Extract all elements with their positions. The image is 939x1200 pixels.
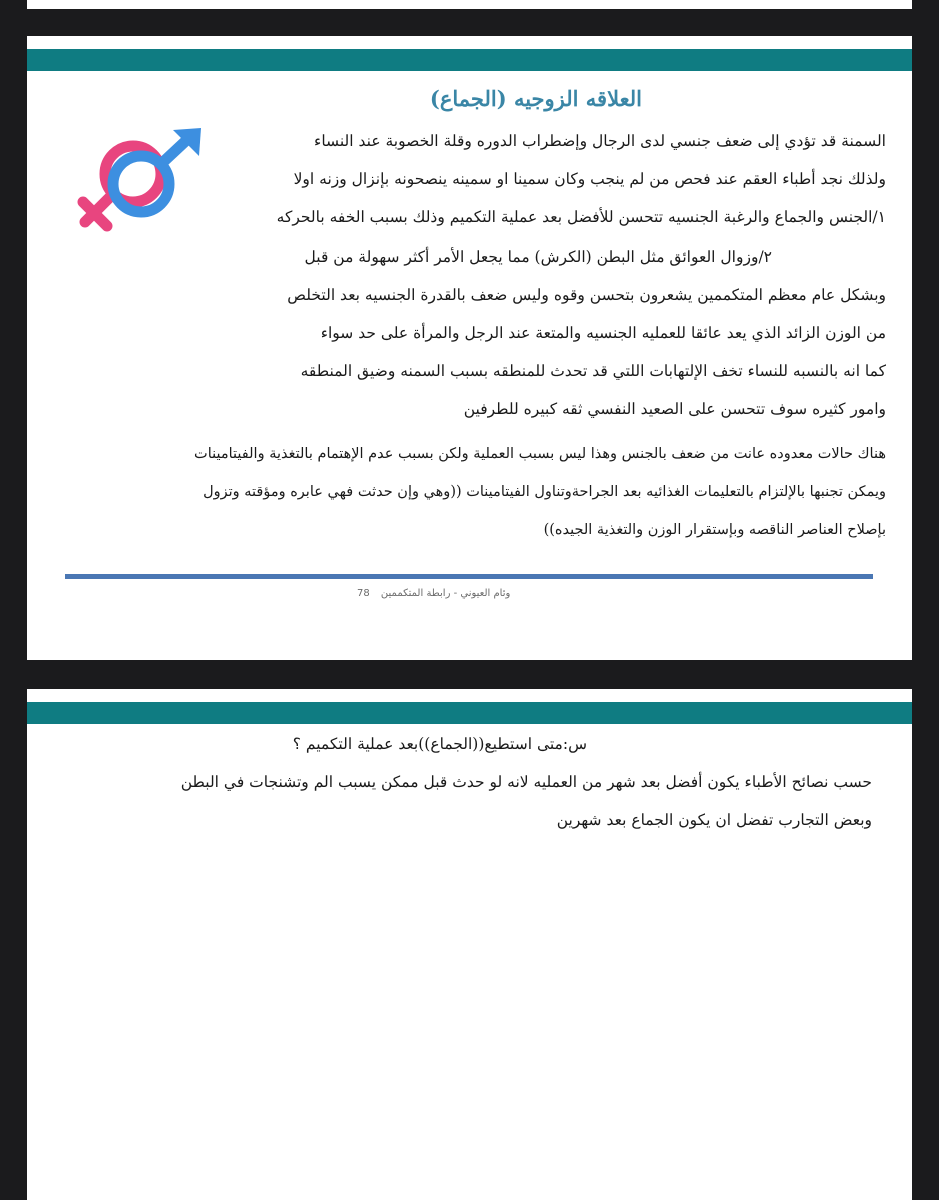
text-line: ويمكن تجنبها بالإلتزام بالتعليمات الغذائيه بعد الجراحةوتناول الفيتامينات ((وهي وإن حدثت فهي عابره ومؤقته وتزول (203, 484, 886, 500)
question-line: س:متى استطيع((الجماع))بعد عملية التكميم ؟ (292, 735, 587, 753)
text-line: ١/الجنس والجماع والرغبة الجنسيه تتحسن للأفضل بعد عملية التكميم وذلك بسبب الخفه بالحركه (276, 208, 886, 226)
text-line: ولذلك نجد أطباء العقم عند فحص من لم ينجب وكان سمينا او سمينه ينصحونه بإنزال وزنه اولا (293, 170, 886, 188)
footer-author: وئام العيوني - رابطة المتكممين (380, 588, 511, 599)
page-header-bar (27, 702, 912, 724)
page-header-bar (27, 49, 912, 71)
document-page-79 (27, 689, 912, 1200)
text-line: بإصلاح العناصر الناقصه وبإستقرار الوزن والتغذية الجيده)) (543, 522, 886, 538)
text-line: السمنة قد تؤدي إلى ضعف جنسي لدى الرجال وإضطراب الدوره وقلة الخصوبة عند النساء (314, 132, 886, 150)
document-page-78 (27, 36, 912, 660)
page-footer (357, 588, 510, 599)
text-line: وبشكل عام معظم المتكممين يشعرون بتحسن وقوه وليس ضعف بالقدرة الجنسيه بعد التخلص (287, 286, 886, 304)
page-number: 78 (357, 588, 370, 599)
text-line: وامور كثيره سوف تتحسن على الصعيد النفسي ثقه كبيره للطرفين (463, 400, 886, 418)
gender-symbols-icon (55, 126, 205, 236)
page-title: العلاقه الزوجيه (الجماع) (429, 86, 642, 111)
text-line: وبعض التجارب تفضل ان يكون الجماع بعد شهرين (556, 811, 872, 829)
text-line: ٢/وزوال العوائق مثل البطن (الكرش) مما يجعل الأمر أكثر سهولة من قبل (304, 248, 772, 266)
footer-rule (65, 574, 873, 579)
text-line: حسب نصائح الأطباء يكون أفضل بعد شهر من العمليه لانه لو حدث قبل ممكن يسبب الم وتشنجات في البطن (180, 773, 872, 791)
text-line: هناك حالات معدوده عانت من ضعف بالجنس وهذا ليس بسبب العملية ولكن بسبب عدم الإهتمام بالتغذية والفيتامينات (194, 446, 886, 462)
text-line: من الوزن الزائد الذي يعد عائقا للعمليه الجنسيه والمتعة عند الرجل والمرأة على حد سواء (320, 324, 886, 342)
previous-page-bottom (27, 0, 912, 9)
text-line: كما انه بالنسبه للنساء تخف الإلتهابات اللتي قد تحدث للمنطقه بسبب السمنه وضيق المنطقه (300, 362, 886, 380)
